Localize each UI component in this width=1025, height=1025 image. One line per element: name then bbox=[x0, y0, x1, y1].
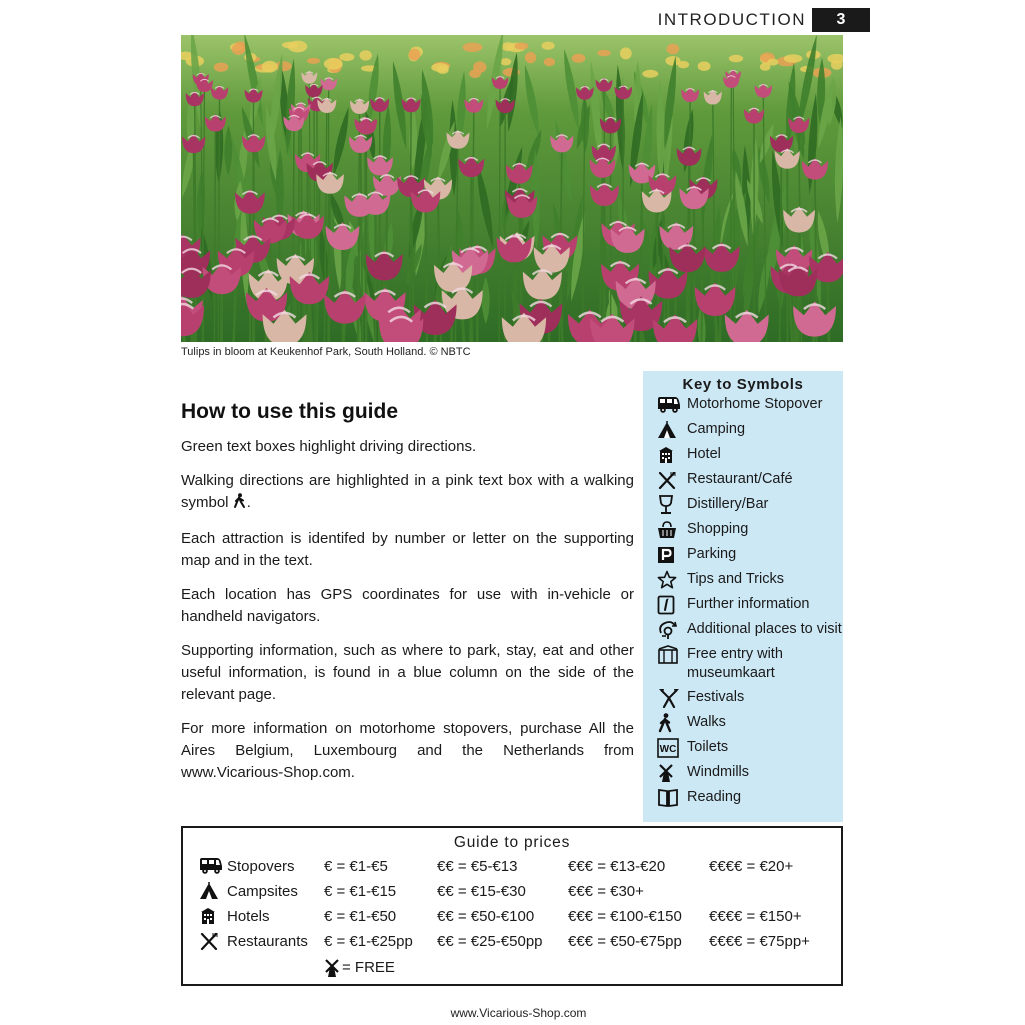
walker-icon bbox=[657, 713, 683, 733]
key-item-label: Camping bbox=[687, 421, 746, 437]
tent-icon bbox=[199, 882, 225, 902]
windmill-icon bbox=[323, 958, 339, 976]
key-item-label: Parking bbox=[687, 546, 737, 562]
price-row bbox=[199, 906, 839, 928]
festival-icon bbox=[657, 688, 683, 708]
paragraph-walking-text: Walking directions are highlighted in a pink text box with a walking symbol bbox=[181, 472, 634, 511]
key-item-label: Free entry with museumkaart bbox=[687, 646, 783, 681]
key-item-parking bbox=[657, 545, 843, 565]
paragraph-walking: Walking directions are highlighted in a pink text box with a walking symbol . bbox=[181, 470, 634, 516]
hotel-icon bbox=[657, 445, 683, 465]
key-item-label: Distillery/Bar bbox=[687, 496, 769, 512]
key-item-label: Toilets bbox=[687, 739, 729, 755]
key-item-info bbox=[657, 595, 843, 615]
svg-text:WC: WC bbox=[659, 744, 677, 755]
tulip-field-image bbox=[181, 35, 843, 342]
key-item-motorhome bbox=[657, 395, 843, 415]
key-item-label: Reading bbox=[687, 789, 742, 805]
paragraph-more-info: For more information on motorhome stopovers, purchase All the Aires Belgium, Luxembourg and the Netherlands from www.Vicarious-Shop.com. bbox=[181, 720, 634, 781]
section-title: INTRODUCTION bbox=[657, 10, 806, 29]
museum-icon bbox=[657, 645, 683, 665]
key-title: Key to Symbols bbox=[682, 376, 804, 393]
paragraph-driving: Green text boxes highlight driving directions. bbox=[181, 438, 477, 455]
tent-icon bbox=[657, 420, 683, 440]
price-band: €€€ = €100-€150 bbox=[568, 908, 682, 925]
key-item-label: Windmills bbox=[687, 764, 750, 780]
key-item-label: Walks bbox=[687, 714, 726, 730]
price-band: €€€€ = €20+ bbox=[709, 858, 794, 875]
price-row bbox=[199, 881, 839, 903]
book-icon bbox=[657, 788, 683, 808]
key-item-label: Tips and Tricks bbox=[687, 571, 784, 587]
price-band: €€ = €25-€50pp bbox=[437, 933, 543, 950]
price-band: €€ = €50-€100 bbox=[437, 908, 535, 925]
guide-to-prices bbox=[181, 826, 843, 986]
price-band: € = €1-€15 bbox=[324, 883, 397, 900]
prices-title: Guide to prices bbox=[453, 834, 571, 851]
free-label: = FREE bbox=[342, 958, 395, 976]
price-row bbox=[199, 856, 839, 878]
paragraph-gps: Each location has GPS coordinates for use with in-vehicle or handheld navigators. bbox=[181, 586, 634, 625]
price-category: Hotels bbox=[227, 908, 270, 925]
star-icon bbox=[657, 570, 683, 590]
key-item-walker bbox=[657, 713, 843, 733]
key-item-restaurant bbox=[657, 470, 843, 490]
key-item-museum bbox=[657, 645, 843, 683]
hotel-icon bbox=[199, 907, 225, 927]
walker-icon bbox=[233, 493, 247, 516]
free-row bbox=[323, 958, 395, 976]
toilet-icon bbox=[657, 738, 683, 758]
info-icon bbox=[657, 595, 683, 615]
parking-icon bbox=[657, 545, 683, 565]
price-band: € = €1-€25pp bbox=[324, 933, 413, 950]
motorhome-icon bbox=[657, 395, 683, 415]
price-band: €€€ = €13-€20 bbox=[568, 858, 666, 875]
price-band: € = €1-€50 bbox=[324, 908, 397, 925]
key-item-basket bbox=[657, 520, 843, 540]
photo-caption: Tulips in bloom at Keukenhof Park, South Holland. © NBTC bbox=[181, 346, 471, 358]
key-list bbox=[657, 395, 843, 808]
key-item-label: Further information bbox=[687, 596, 810, 612]
key-item-star bbox=[657, 570, 843, 590]
price-band: €€€ = €50-€75pp bbox=[568, 933, 682, 950]
price-category: Campsites bbox=[227, 883, 298, 900]
basket-icon bbox=[657, 520, 683, 540]
key-item-hotel bbox=[657, 445, 843, 465]
paragraph-supporting: Supporting information, such as where to park, stay, eat and other useful information, is found in a blue column on the side of the relevant page. bbox=[181, 642, 634, 703]
restaurant-icon bbox=[657, 470, 683, 490]
page-header bbox=[658, 8, 870, 32]
key-item-label: Hotel bbox=[687, 446, 721, 462]
price-band: €€€ = €30+ bbox=[568, 883, 644, 900]
glass-icon bbox=[657, 495, 683, 515]
price-band: €€ = €5-€13 bbox=[437, 858, 518, 875]
key-to-symbols bbox=[643, 371, 843, 822]
price-band: €€€€ = €150+ bbox=[709, 908, 802, 925]
section-heading: How to use this guide bbox=[181, 400, 399, 423]
tulip-photo bbox=[181, 35, 843, 342]
key-item-places bbox=[657, 620, 843, 640]
price-band: € = €1-€5 bbox=[324, 858, 388, 875]
windmill-icon bbox=[657, 763, 683, 783]
price-category: Stopovers bbox=[227, 858, 295, 875]
price-category: Restaurants bbox=[227, 933, 308, 950]
places-icon bbox=[657, 620, 683, 640]
key-item-windmill bbox=[657, 763, 843, 783]
footer-url: www.Vicarious-Shop.com bbox=[450, 1006, 587, 1020]
motorhome-icon bbox=[199, 857, 225, 877]
key-item-label: Festivals bbox=[687, 689, 745, 705]
key-item-label: Motorhome Stopover bbox=[687, 396, 823, 412]
price-band: €€ = €15-€30 bbox=[437, 883, 526, 900]
paragraph-attraction: Each attraction is identifed by number or letter on the supporting map and in the text. bbox=[181, 530, 634, 569]
page-number: 3 bbox=[812, 8, 870, 32]
key-item-label: Restaurant/Café bbox=[687, 471, 793, 487]
price-row bbox=[199, 931, 839, 953]
key-item-glass bbox=[657, 495, 843, 515]
key-item-book bbox=[657, 788, 843, 808]
key-item-label: Additional places to visit bbox=[687, 621, 842, 637]
key-item-festival bbox=[657, 688, 843, 708]
key-item-label: Shopping bbox=[687, 521, 749, 537]
restaurant-icon bbox=[199, 932, 225, 952]
key-item-tent bbox=[657, 420, 843, 440]
key-item-toilet bbox=[657, 738, 843, 758]
main-content bbox=[181, 400, 634, 796]
price-band: €€€€ = €75pp+ bbox=[709, 933, 810, 950]
